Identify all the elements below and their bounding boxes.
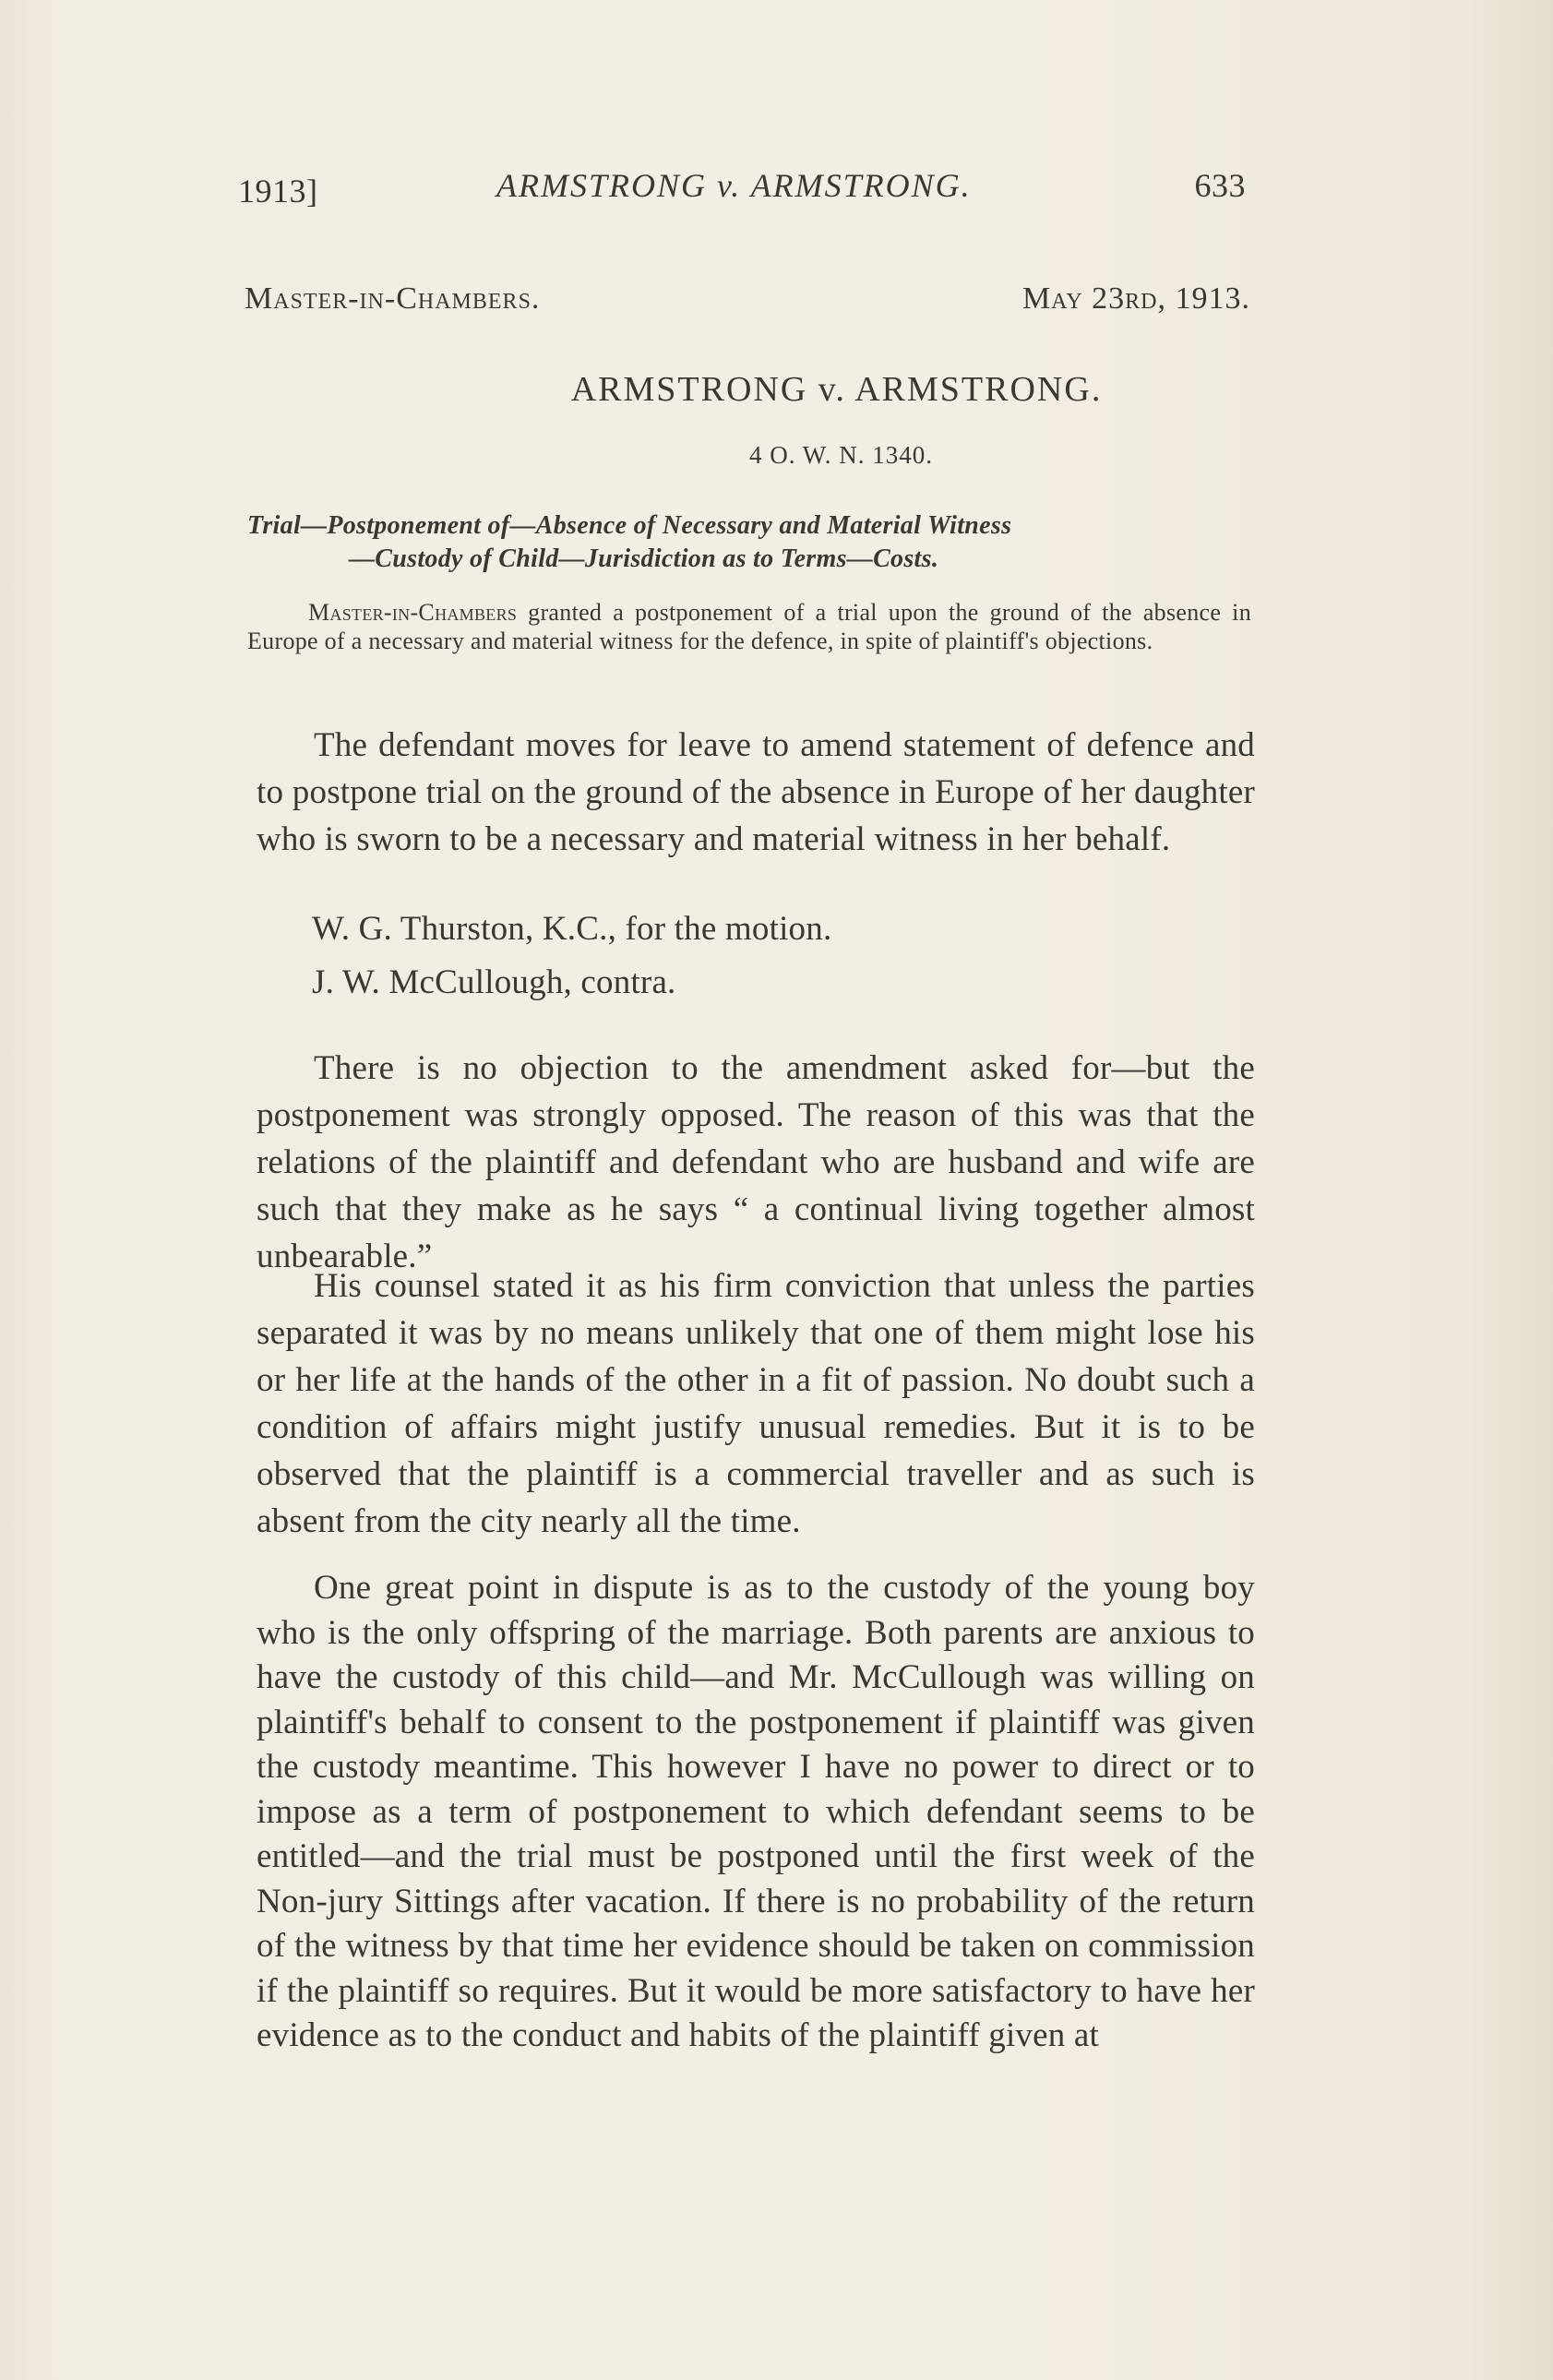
counsel-contra: J. W. McCullough, contra.: [312, 963, 676, 1001]
paragraph-counsel-statement: His counsel stated it as his firm conviction that unless the parties separated it was by no means unlikely that one of them might lose his or her life at the hands of the other in a fit of passion. No doubt such a condition of affairs might justify unusual remedies. But it is to be observed that the plaintiff is a commercial traveller and as such is absent from the city nearly all the time.: [257, 1267, 1255, 1540]
syllabus: [247, 598, 1251, 655]
headnote-line-1: Trial—Postponement of—Absence of Necessary and Material Witness: [247, 511, 1012, 540]
syllabus-lead: Master-in-Chambers: [308, 599, 518, 626]
headnote: [247, 509, 1251, 576]
case-title: ARMSTRONG v. ARMSTRONG.: [570, 370, 1103, 409]
page-number: 633: [1194, 167, 1246, 204]
running-head: [238, 166, 1246, 212]
headnote-line-2: —Custody of Child—Jurisdiction as to Terms—Costs.: [349, 544, 939, 573]
case-citation: 4 O. W. N. 1340.: [748, 441, 933, 469]
syllabus-text: granted a postponement of a trial upon the ground of the absence in Europe of a necessary and material witness for the defence, in spite of plaintiff's objections.: [247, 599, 1251, 654]
running-head-year: 1913]: [238, 173, 318, 209]
decision-date: May 23rd, 1913.: [1021, 281, 1250, 316]
paragraph-objection: There is no objection to the amendment asked for—but the postponement was strongly opposed. The reason of this was that the relations of the plaintiff and defendant who are husband and wife are such that they make as he says “ a continual living together almost unbearable.”: [257, 1049, 1255, 1275]
court-name: Master-in-Chambers.: [245, 281, 541, 316]
paragraph-motion: The defendant moves for leave to amend statement of defence and to postpone trial on the ground of the absence in Europe of her daughter who is sworn to be a necessary and material witness in her behalf.: [257, 726, 1255, 858]
counsel-for-motion: W. G. Thurston, K.C., for the motion.: [312, 910, 832, 948]
paragraph-custody: One great point in dispute is as to the custody of the young boy who is the only offspring of the marriage. Both parents are anxious to have the custody of this child—and Mr. McCullough was willing on plaintiff's behalf to consent to the postponement if plaintiff was given the custody meantime. This however I have no power to direct or to impose as a term of postponement to which defendant seems to be entitled—and the trial must be postponed until the first week of the Non-jury Sittings after vacation. If there is no probability of the return of the witness by that time her evidence should be taken on commission if the plaintiff so requires. But it would be more satisfactory to have her evidence as to the conduct and habits of the plaintiff given at: [257, 1569, 1255, 2054]
court-date-line: [245, 281, 1250, 328]
running-head-title: ARMSTRONG v. ARMSTRONG.: [496, 167, 972, 204]
